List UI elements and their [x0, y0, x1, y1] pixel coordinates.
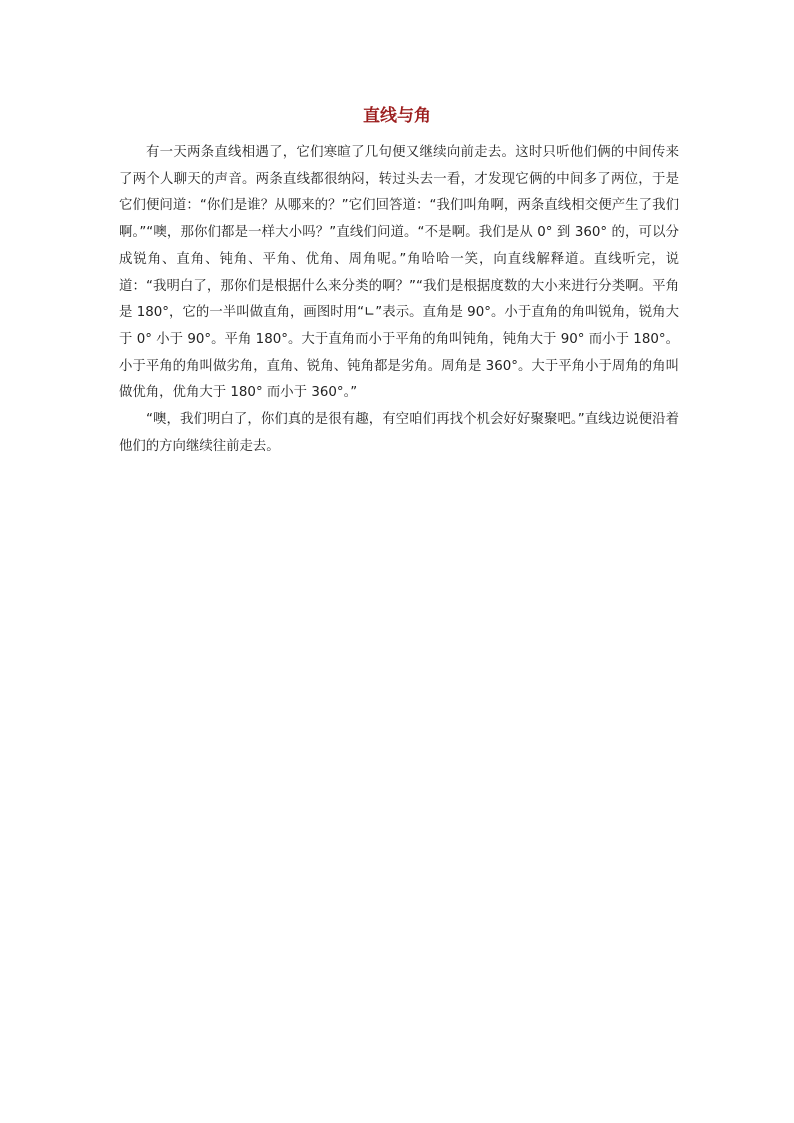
document-body [119, 140, 679, 460]
paragraph-story: 有一天两条直线相遇了，它们寒暄了几句便又继续向前走去。这时只听他们俩的中间传来了两个人聊天的声音。两条直线都很纳闷，转过头去一看，才发现它俩的中间多了两位，于是它们便问道：“你们是谁？从哪来的？”它们回答道：“我们叫角啊，两条直线相交便产生了我们啊。”“噢，那你们都是一样大小吗？”直线们问道。“不是啊。我们是从 0° 到 360° 的，可以分成锐角、直角、钝角、平角、优角、周角呢。”角哈哈一笑，向直线解释道。直线听完，说道：“我明白了，那你们是根据什么来分类的啊？”“我们是根据度数的大小来进行分类啊。平角是 180°，它的一半叫做直角，画图时用“∟”表示。直角是 90°。小于直角的角叫锐角，锐角大于 0° 小于 90°。平角 180°。大于直角而小于平角的角叫钝角，钝角大于 90° 而小于 180°。小于平角的角叫做劣角，直角、锐角、钝角都是劣角。周角是 360°。大于平角小于周角的角叫做优角，优角大于 180° 而小于 360°。” [119, 145, 679, 401]
paragraph-ending: “噢，我们明白了，你们真的是很有趣，有空咱们再找个机会好好聚聚吧。”直线边说便沿着他们的方向继续往前走去。 [119, 412, 679, 454]
document-title: 直线与角 [363, 106, 431, 126]
